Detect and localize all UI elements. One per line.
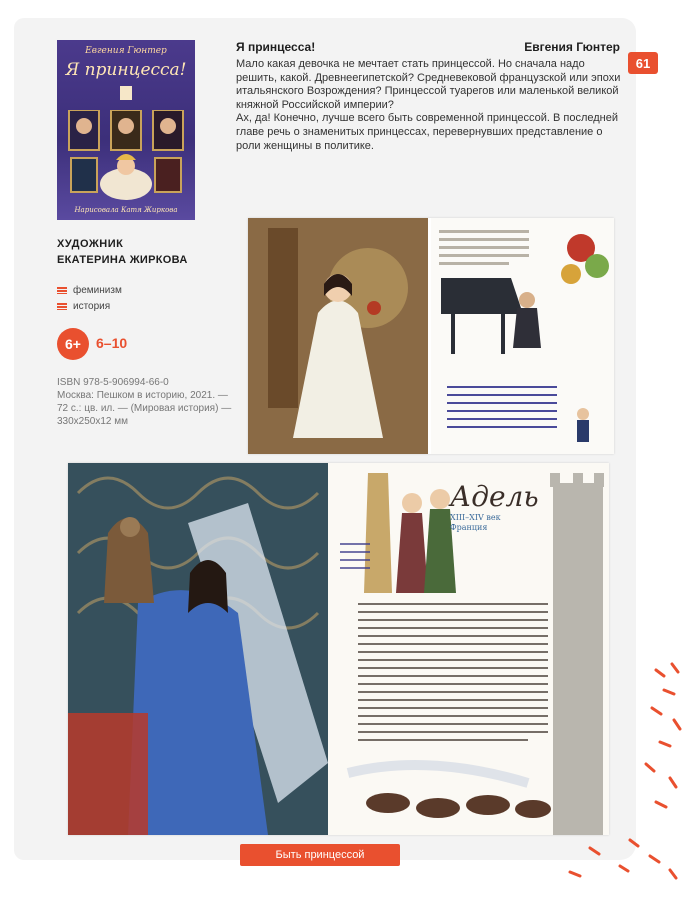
book-cover [57, 40, 195, 220]
cover-author: Евгения Гюнтер [85, 46, 167, 56]
cover-portraits-illustration [67, 110, 185, 200]
age-range: 6–10 [96, 335, 128, 351]
spread-illustration-piano [431, 218, 614, 454]
be-a-princess-button[interactable]: Быть принцессой [240, 844, 400, 866]
spread-subtitle-country: Франция [450, 523, 488, 532]
tag-marker-icon [57, 303, 67, 310]
isbn: ISBN 978-5-906994-66-0 [57, 377, 169, 388]
publisher-logo-icon [120, 86, 132, 100]
book-spread-preview-1 [248, 218, 614, 454]
spread-subtitle [450, 513, 501, 533]
bibliography [57, 376, 237, 428]
spread-heading: Адель [450, 480, 539, 513]
spread-illustration-princess [248, 218, 428, 454]
description-paragraph: Мало какая девочка не мечтает стать принцессой. Но сначала надо решить, какой. Древнеегипетской? Средневековой французской или эпохи итальянского Возрождения? Принцессой туарегов или маленькой великой княжной Российской империи? [236, 58, 621, 111]
book-author: Евгения Гюнтер [524, 40, 620, 54]
piano-scene-illustration [431, 218, 614, 454]
princess-in-white-dress-illustration [248, 218, 428, 454]
artist-name: ЕКАТЕРИНА ЖИРКОВА [57, 254, 188, 266]
book-spread-preview-2 [68, 463, 609, 835]
cover-illustrator: Нарисовала Катя Жиркова [74, 206, 178, 214]
book-description [236, 58, 624, 153]
decorative-squiggles [560, 660, 690, 890]
lady-with-falcon-illustration [68, 463, 328, 835]
artist-label: ХУДОЖНИК [57, 238, 124, 250]
age-badge: 6+ [57, 328, 89, 360]
tag-label: феминизм [73, 284, 122, 296]
spread-illustration-lady-with-falcon [68, 463, 328, 835]
spread-subtitle-era: XIII–XIV век [450, 513, 501, 522]
cover-title: Я принцесса! [65, 60, 187, 80]
tag-item[interactable] [57, 298, 122, 314]
book-title: Я принцесса! [236, 40, 316, 54]
description-paragraph: Ах, да! Конечно, лучше всего быть современной принцессой. В последней главе речь о знаменитых принцессах, перевернувших представление о роли женщины в политике. [236, 112, 619, 152]
tag-label: история [73, 300, 111, 312]
tag-marker-icon [57, 287, 67, 294]
tag-item[interactable] [57, 282, 122, 298]
publication-info: Москва: Пешком в историю, 2021. — 72 с.: цв. ил. — (Мировая история) — 330x250x12 мм [57, 390, 232, 427]
page-number: 61 [628, 52, 658, 74]
tag-list [57, 282, 122, 314]
